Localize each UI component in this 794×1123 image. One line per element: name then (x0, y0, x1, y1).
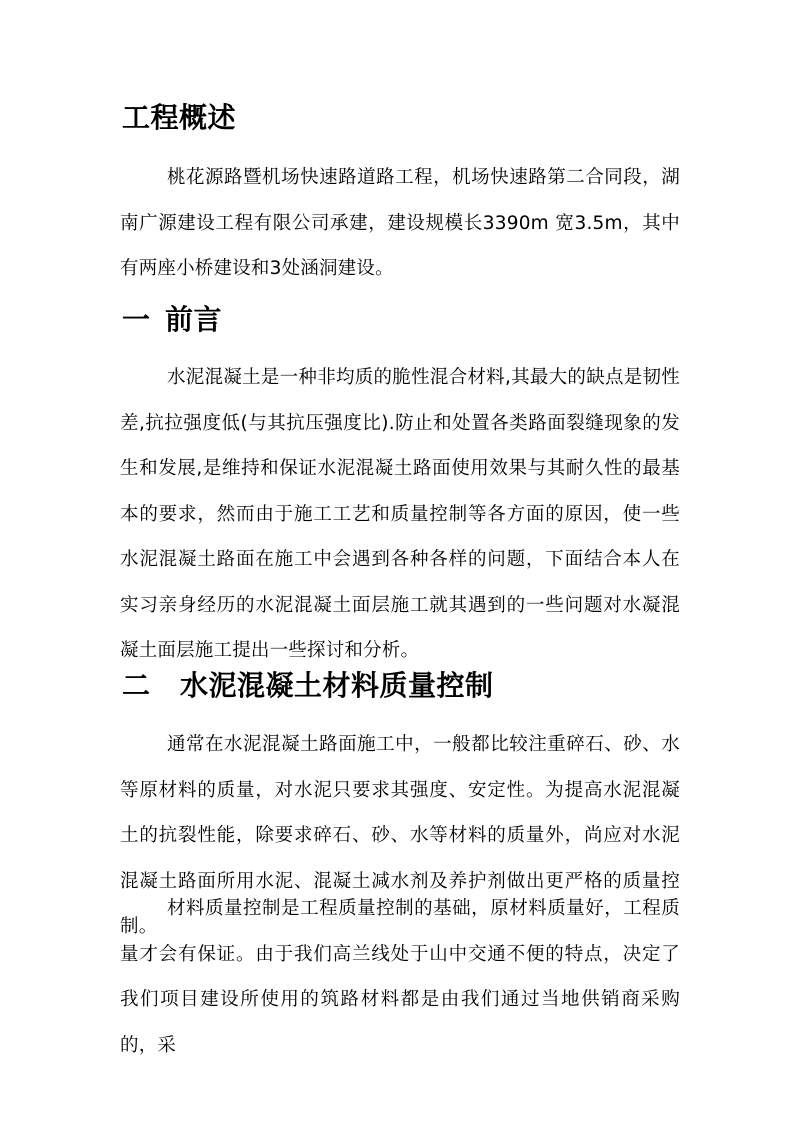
preface-number: 一 (122, 303, 151, 336)
materials-number: 二 (122, 669, 151, 702)
materials-paragraph-1: 通常在水泥混凝土路面施工中，一般都比较注重碎石、砂、水等原材料的质量，对水泥只要求其强度、安定性。为提高水泥混凝土的抗裂性能，除要求碎石、砂、水等材料的质量外，尚应对水泥混凝土路面所用水泥、混凝土减水剂及养护剂做出更严格的质量控制。 (120, 734, 680, 937)
materials-title: 水泥混凝土材料质量控制 (180, 669, 494, 702)
overview-title: 工程概述 (122, 101, 237, 134)
section-title-preface (122, 300, 222, 340)
section-title-materials (122, 666, 494, 706)
preface-title: 前言 (165, 303, 223, 336)
overview-paragraph: 桃花源路暨机场快速路道路工程，机场快速路第二合同段，湖南广源建设工程有限公司承建，建设规模长3390m 宽3.5m，其中有两座小桥建设和3处涵洞建设。 (120, 167, 680, 279)
materials-paragraph-2: 材料质量控制是工程质量控制的基础，原材料质量好，工程质量才会有保证。由于我们高兰线处于山中交通不便的特点，决定了我们项目建设所使用的筑路材料都是由我们通过当地供销商采购的，采 (120, 898, 680, 1056)
section-title-overview (122, 98, 236, 138)
preface-paragraph: 水泥混凝土是一种非均质的脆性混合材料,其最大的缺点是韧性差,抗拉强度低(与其抗压强度比).防止和处置各类路面裂缝现象的发生和发展,是维持和保证水泥混凝土路面使用效果与其耐久性的最基本的要求，然而由于施工工艺和质量控制等各方面的原因，使一些水泥混凝土路面在施工中会遇到各种各样的问题，下面结合本人在实习亲身经历的水泥混凝土面层施工就其遇到的一些问题对水凝混凝土面层施工提出一些探讨和分析。 (120, 367, 680, 661)
